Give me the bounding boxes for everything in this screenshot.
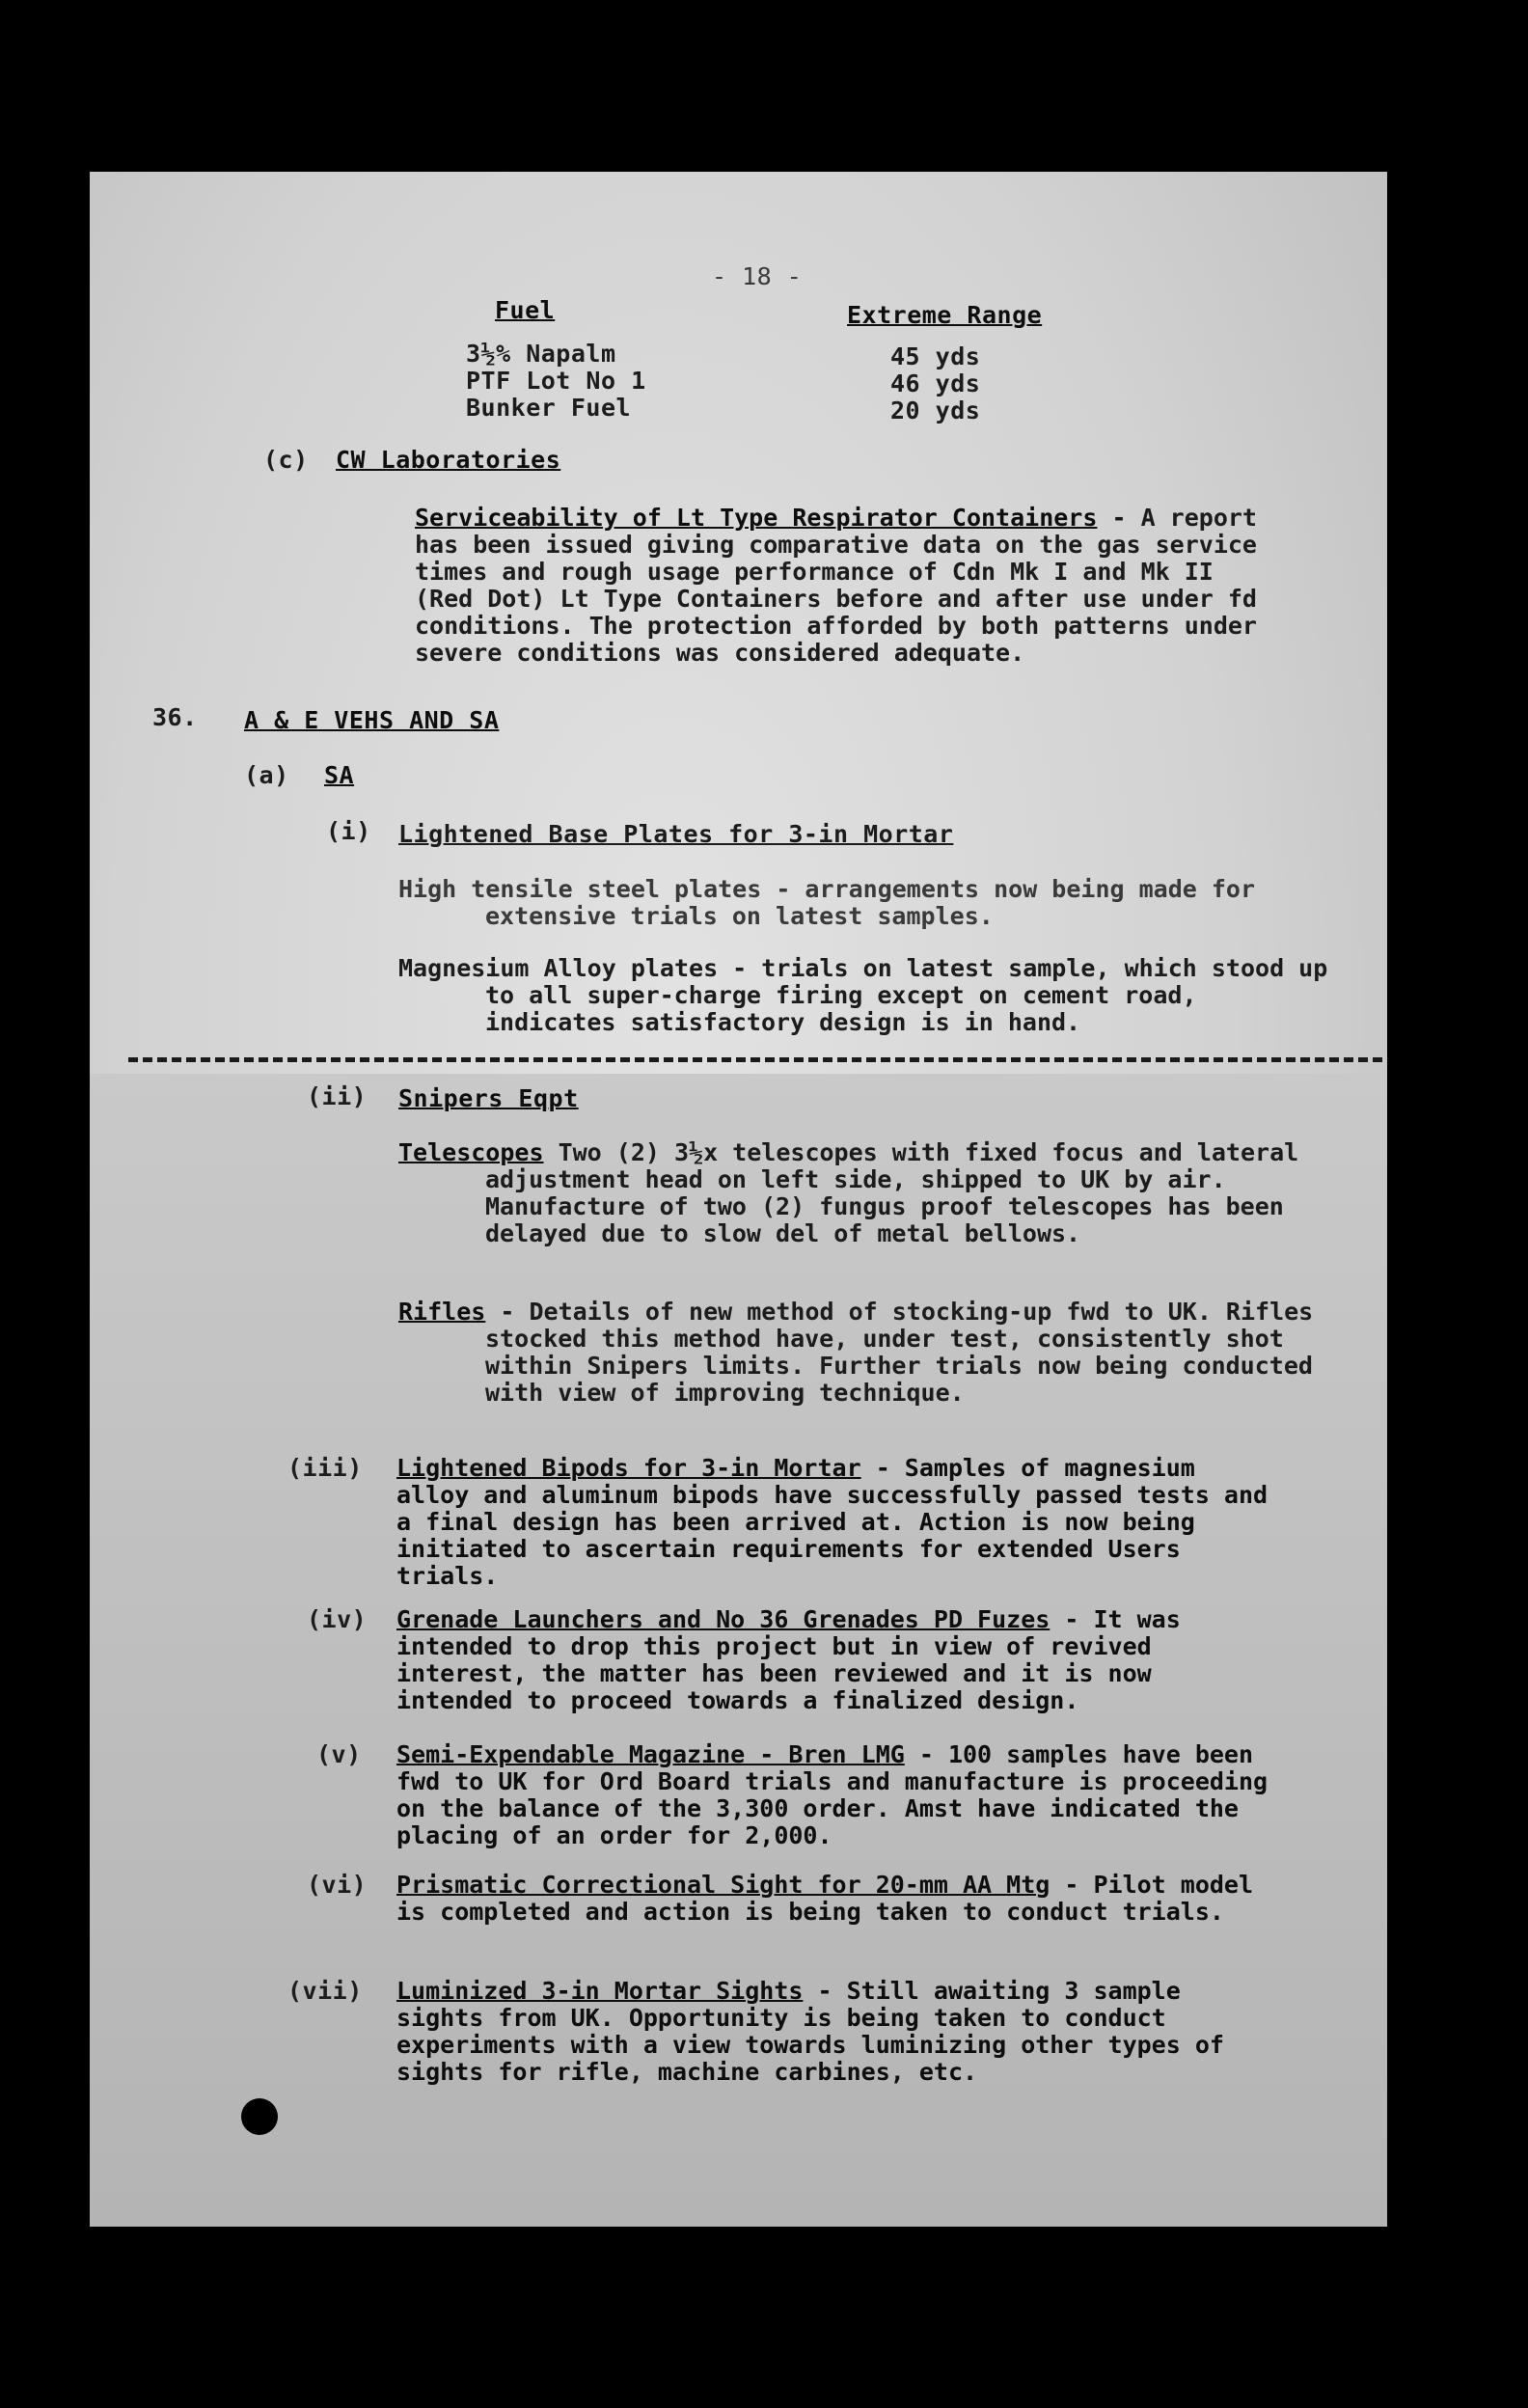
document-page [90, 172, 1387, 2227]
item-iv-paragraph [396, 1606, 1269, 1714]
item-iii-title: Lightened Bipods for 3-in Mortar [396, 1454, 861, 1482]
item-iii-marker: (iii) [287, 1454, 363, 1482]
item-i-title: Lightened Base Plates for 3-in Mortar [398, 820, 954, 848]
item-i-para-2: Magnesium Alloy plates - trials on latest sample, which stood up to all super-charge firing except on cement road, indicates satisfactory design is in hand. [398, 954, 1328, 1036]
fuel-row-3-range: 20 yds [890, 397, 981, 424]
section-c-paragraph [415, 505, 1264, 667]
item-v-text: - 100 samples have been fwd to UK for Ord Board trials and manufacture is proceeding on the balance of the 3,300 order. Amst have indicated the placing of an order for 2,000. [396, 1740, 1269, 1849]
fuel-row-2-range: 46 yds [890, 369, 981, 397]
fuel-row-1-fuel: 3½% Napalm [466, 340, 616, 368]
page-number: - 18 - [712, 262, 803, 290]
item-ii-title: Snipers Eqpt [398, 1084, 579, 1112]
section-c-title: CW Laboratories [336, 446, 561, 474]
item-vi-text: - Pilot model is completed and action is being taken to conduct trials. [396, 1871, 1254, 1926]
item-v-marker: (v) [316, 1740, 362, 1768]
item-vi-title: Prismatic Correctional Sight for 20-mm AA Mtg [396, 1871, 1050, 1899]
rifles-text: - Details of new method of stocking-up fwd to UK. Rifles stocked this method have, under test, consistently shot within Snipers limits. Further trials now being conducted with view of improving technique. [485, 1298, 1314, 1407]
section-36-number: 36. [152, 703, 198, 731]
item-vi-paragraph [396, 1872, 1269, 1926]
item-ii-para-rifles [398, 1299, 1358, 1407]
item-ii-para-telescopes [398, 1139, 1358, 1247]
item-vii-paragraph [396, 1978, 1269, 2086]
item-iv-marker: (iv) [307, 1605, 368, 1633]
item-iv-text: - It was intended to drop this project but in view of revived interest, the matter has been reviewed and it is now intended to proceed towards a finalized design. [396, 1605, 1181, 1714]
item-v-paragraph [396, 1741, 1269, 1849]
item-vi-marker: (vi) [307, 1871, 368, 1899]
range-header: Extreme Range [847, 301, 1043, 329]
subsection-a-marker: (a) [244, 761, 289, 789]
item-iii-text: - Samples of magnesium alloy and aluminum bipods have successfully passed tests and a final design has been arrived at. Action is now being initiated to ascertain requirements for extended Users trials. [396, 1454, 1269, 1590]
section-c-lead: Serviceability of Lt Type Respirator Containers [415, 504, 1098, 532]
fuel-row-3-fuel: Bunker Fuel [466, 394, 632, 422]
item-ii-marker: (ii) [307, 1082, 368, 1110]
punch-hole [241, 2098, 278, 2135]
item-i-para-1: High tensile steel plates - arrangements now being made for extensive trials on latest samples. [398, 875, 1256, 930]
item-iv-title: Grenade Launchers and No 36 Grenades PD Fuzes [396, 1605, 1050, 1633]
section-c-body: - A report has been issued giving comparative data on the gas service times and rough usage performance of Cdn Mk I and Mk II (Red Dot) Lt Type Containers before and after use under fd conditions. The protection afforded by both patterns under severe conditions was considered adequate. [415, 504, 1257, 667]
film-splice-line [128, 1057, 1382, 1062]
rifles-lead: Rifles [398, 1298, 486, 1326]
fuel-header: Fuel [495, 296, 556, 324]
section-c-marker: (c) [263, 446, 309, 474]
item-vii-marker: (vii) [287, 1977, 363, 2005]
item-i-marker: (i) [326, 817, 371, 845]
subsection-a-title: SA [324, 761, 355, 789]
section-36-title: A & E VEHS AND SA [244, 706, 500, 734]
item-iii-paragraph [396, 1455, 1269, 1590]
telescopes-text: Two (2) 3½x telescopes with fixed focus and lateral adjustment head on left side, shipped to UK by air. Manufacture of two (2) fungus proof telescopes has been delayed due to slow del of metal bellows. [485, 1138, 1299, 1247]
item-vii-text: - Still awaiting 3 sample sights from UK. Opportunity is being taken to conduct experiments with a view towards luminizing other types of sights for rifle, machine carbines, etc. [396, 1977, 1224, 2086]
telescopes-lead: Telescopes [398, 1138, 544, 1166]
fuel-row-2-fuel: PTF Lot No 1 [466, 367, 646, 395]
fuel-row-1-range: 45 yds [890, 342, 981, 370]
item-vii-title: Luminized 3-in Mortar Sights [396, 1977, 804, 2005]
item-v-title: Semi-Expendable Magazine - Bren LMG [396, 1740, 905, 1768]
